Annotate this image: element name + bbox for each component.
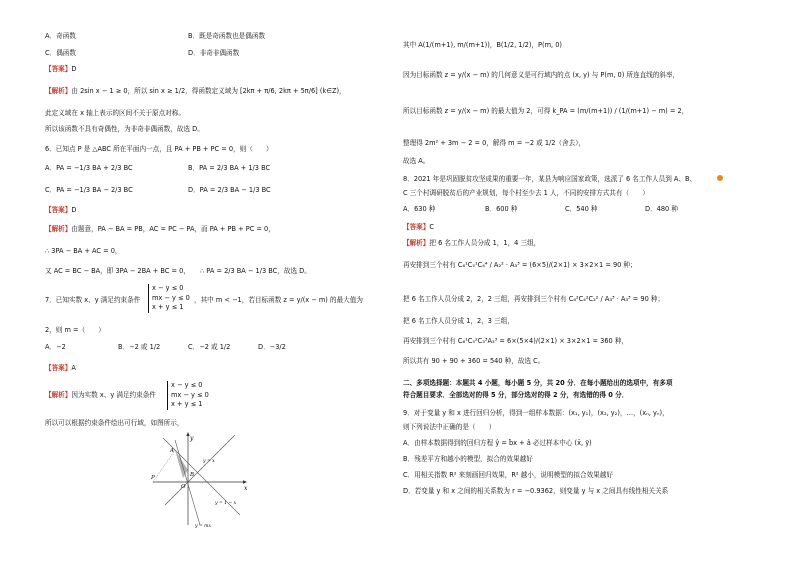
q7-stem-a: 7．已知实数 x、y 满足约束条件 — [45, 296, 141, 304]
q6-option-c: C．PA = −1/3 BA − 2/3 BC — [45, 186, 133, 194]
q6-analysis-1 — [45, 226, 275, 234]
q8-analysis-4: 把 6 名工作人员分成 1，2，3 三组， — [403, 317, 514, 325]
q7-option-c: C．−2 或 1/2 — [188, 343, 231, 351]
q6-option-d: D．PA = 2/3 BA − 1/3 BC — [188, 186, 271, 194]
q8-analysis-2: 再安排到三个村有 C₆¹C₅¹C₄⁴ / A₂² · A₃³ = (6×5)/(2×1) × 3×2×1 = 90 种； — [403, 261, 637, 269]
point-a-label: A — [170, 448, 174, 454]
q6-analysis-3: 又 AC = BC − BA，即 3PA − 2BA + BC = 0， — [45, 267, 190, 275]
analysis-text: 由 2sin x − 1 ≥ 0，所以 sin x ≥ 1/2，得函数定义域为 [2kπ + π/6, 2kπ + 5π/6] (k∈Z)， — [71, 87, 346, 95]
q9-stem-2: 则下列说法中正确的是（ ） — [403, 423, 496, 431]
constraint-2: mx − y ≤ 0 — [152, 293, 190, 302]
q9-option-d: D．若变量 y 和 x 之间的相关系数为 r = −0.9362，则变量 y 与 x 之间具有线性相关关系 — [403, 487, 669, 495]
q6-stem: 6．已知点 P 是 △ABC 所在平面内一点，且 PA + PB + PC = 0，则（ ） — [45, 145, 273, 153]
x-axis-label: x — [244, 485, 248, 492]
right-page — [397, 0, 794, 562]
q7-cont-line-2: 因为目标函数 z = y/(x − m) 的几何意义是可行域内的点 (x, y) 与 P(m, 0) 所连直线的斜率， — [403, 71, 680, 79]
q7-analysis-2: 所以可以根据约束条件绘出可行域，如图所示， — [45, 419, 184, 427]
q5-option-a: A．奇函数 — [45, 32, 76, 40]
line-y-eq-x-label: y = x — [203, 459, 215, 464]
analysis-text: 因为实数 x、y 满足约束条件 — [71, 391, 156, 399]
q7-constraint-system — [148, 284, 190, 313]
section-2-title-1: 二、多项选择题：本题共 4 小题，每小题 5 分，共 20 分．在每小题给出的选项中，有多项 — [403, 379, 673, 387]
q6-answer — [45, 207, 76, 215]
answer-tag: 【答案】 — [403, 223, 430, 231]
q8-option-a: A．630 种 — [403, 205, 436, 213]
analysis-tag: 【解析】 — [45, 391, 72, 399]
analysis-text: 由题意，PA − BA = PB，AC = PC − PA，而 PA + PB + PC = 0， — [71, 225, 275, 233]
q7-cont-line-1: 其中 A(1/(m+1), m/(m+1))，B(1/2, 1/2)，P(m, 0) — [403, 41, 562, 49]
q8-analysis-6: 所以共有 90 + 90 + 360 = 540 种，故选 C。 — [403, 357, 545, 365]
q7-option-a: A．−2 — [45, 343, 66, 351]
q7-answer — [45, 365, 76, 373]
q8-analysis-1 — [403, 240, 540, 248]
q9-option-b: B．残差平方和越小的模型，拟合的效果越好 — [403, 455, 533, 463]
q7-stem-c: 2，则 m =（ ） — [45, 326, 105, 334]
q5-analysis-2: 此定义域在 x 轴上表示的区间不关于原点对称。 — [45, 109, 185, 117]
q8-stem-2: C 三个村调研脱贫后的产业规划，每个村至少去 1 人，不同的安排方式共有（ ） — [403, 189, 649, 197]
q7-cont-line-5: 故选 A。 — [403, 157, 430, 165]
q9-option-c: C．用相关指数 R² 来刻画回归效果，R² 越小，说明模型的拟合效果越好 — [403, 471, 613, 479]
answer-value: D — [71, 206, 77, 214]
q5-option-b: B．既是奇函数也是偶函数 — [188, 32, 266, 40]
constraint-1: x − y ≤ 0 — [171, 381, 203, 389]
constraint-3: x + y ≤ 1 — [152, 303, 184, 312]
answer-value: A — [71, 364, 76, 372]
q7-stem-b: ，其中 m < −1，若目标函数 z = y/(x − m) 的最大值为 — [194, 296, 363, 304]
q8-stem-1: 8．2021 年是巩固脱贫攻坚成果的重要一年，某县为响应国家政策，选派了 6 名工作人员到 A、B、 — [403, 175, 697, 183]
answer-value: D — [71, 65, 77, 73]
q8-answer — [403, 224, 434, 232]
constraint-1: x − y ≤ 0 — [152, 284, 184, 292]
q7-option-b: B．−2 或 1/2 — [118, 343, 161, 351]
q9-stem-1: 9．对于变量 y 和 x 进行回归分析，得到一组样本数据：(x₁, y₁)，(x₂, y₂)，…，(xₙ, yₙ)， — [403, 409, 669, 417]
q5-option-d: D．非奇非偶函数 — [188, 49, 240, 57]
section-2-title-2: 符合题目要求．全部选对的得 5 分，部分选对的得 2 分，有选错的得 0 分． — [403, 391, 629, 399]
constraint-2: mx − y ≤ 0 — [171, 390, 209, 399]
analysis-tag: 【解析】 — [403, 239, 430, 247]
line-y-eq-mx-label: y = mx — [195, 524, 211, 529]
q8-option-b: B．600 种 — [485, 205, 518, 213]
answer-tag: 【答案】 — [45, 206, 72, 214]
answer-tag: 【答案】 — [45, 364, 72, 372]
y-axis-label: y — [190, 435, 194, 442]
analysis-text: 把 6 名工作人员分成 1，1，4 三组， — [429, 239, 541, 247]
q5-analysis-3: 所以该函数不具有奇偶性，为非奇非偶函数，故选 D。 — [45, 125, 204, 133]
q8-analysis-5: 再安排到三个村有 C₆¹C₅²C₃³A₃³ = 6×(5×4)/(2×1) × 3×2×1 = 360 种， — [403, 337, 629, 345]
line-y-eq-1-minus-x-label: y = 1 − x — [215, 501, 237, 506]
q8-option-d: D．480 种 — [645, 205, 678, 213]
answer-value: C — [429, 223, 434, 231]
analysis-tag: 【解析】 — [45, 87, 72, 95]
q6-option-a: A．PA = −1/3 BA + 2/3 BC — [45, 164, 133, 172]
feasible-region-graph — [145, 430, 255, 530]
feasible-region — [175, 450, 188, 478]
q6-analysis-2: ∴ 3PA − BA + AC = 0， — [45, 247, 122, 255]
answer-tag: 【答案】 — [45, 65, 72, 73]
q9-option-a: A．由样本数据得到的回归方程 ŷ = b̂x + â 必过样本中心 (x̄, ȳ) — [403, 439, 592, 447]
highlight-marker — [717, 175, 723, 181]
q7-cont-line-4: 整理得 2m² + 3m − 2 = 0，解得 m = −2 或 1/2（舍去）， — [403, 139, 586, 147]
q8-analysis-3: 把 6 名工作人员分成 2，2，2 三组，再安排到三个村有 C₆²C₄²C₂² / A₃³ · A₃³ = 90 种； — [403, 295, 665, 303]
q7-analysis-1 — [45, 392, 156, 400]
q6-option-b: B．PA = 2/3 BA + 1/3 BC — [188, 164, 271, 172]
q5-option-c: C．偶函数 — [45, 49, 76, 57]
q5-answer — [45, 66, 76, 74]
origin-label: O — [181, 484, 186, 490]
q8-option-c: C．540 种 — [565, 205, 598, 213]
point-b-label: B — [190, 472, 195, 478]
q7-option-d: D．−3/2 — [258, 343, 286, 351]
q7-analysis-system — [167, 381, 209, 410]
constraint-3: x + y ≤ 1 — [171, 400, 203, 409]
q5-analysis-1 — [45, 88, 346, 96]
point-p-label: P — [151, 475, 155, 481]
q7-cont-line-3: 所以目标函数 z = y/(x − m) 的最大值为 2，可得 k_PA = (m/(m+1)) / (1/(m+1) − m) = 2， — [403, 107, 689, 115]
analysis-tag: 【解析】 — [45, 225, 72, 233]
q6-analysis-3b: ∴ PA = 2/3 BA − 1/3 BC，故选 D。 — [200, 267, 311, 275]
